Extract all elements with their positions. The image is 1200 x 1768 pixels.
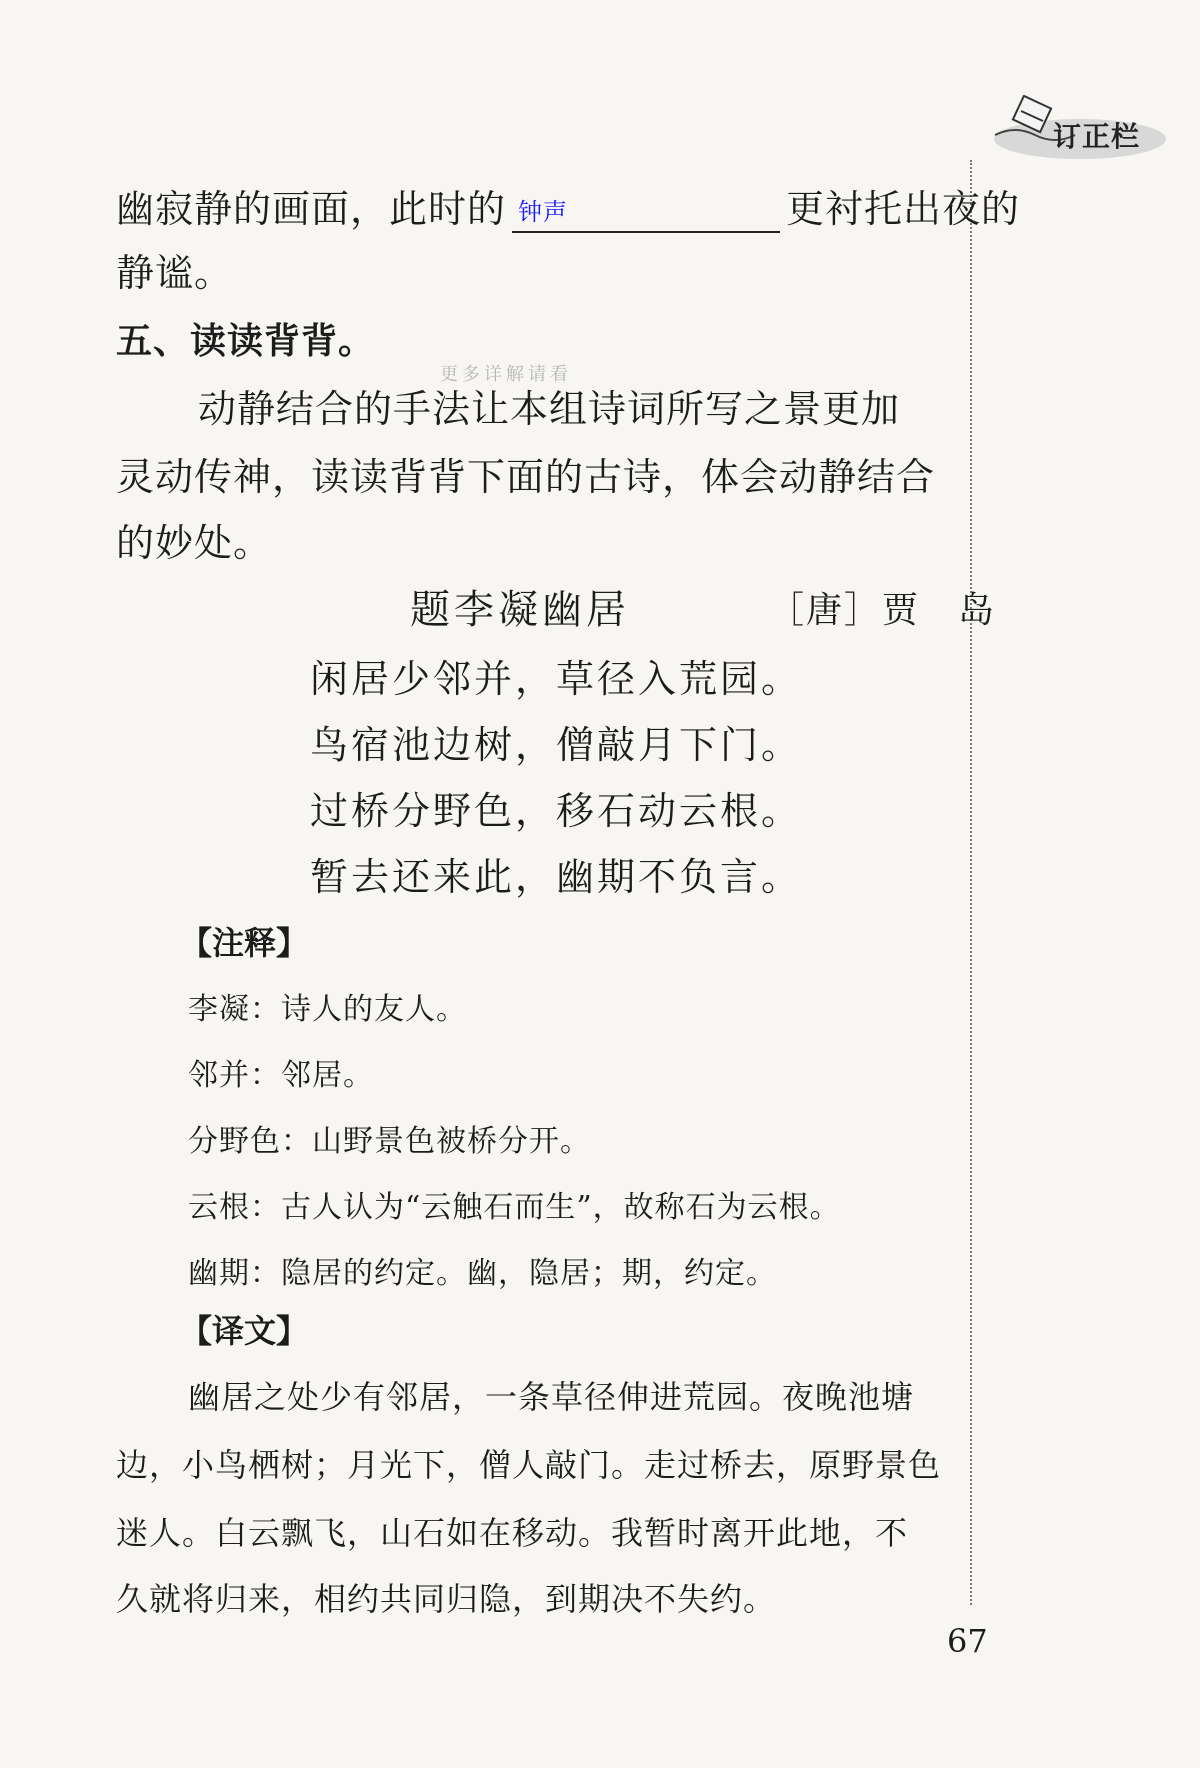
text-line-1-end: 更衬托出夜的 <box>786 187 1021 231</box>
answer-text: 钟声 <box>518 198 569 226</box>
translation-line: 边，小鸟栖树；月光下，僧人敲门。走过桥去，原野景色 <box>116 1446 942 1484</box>
poem-title: 题李凝幽居 <box>410 587 630 633</box>
poem-author: ［唐］贾 岛 <box>768 590 997 631</box>
note-item: 幽期：隐居的约定。幽，隐居；期，约定。 <box>188 1256 777 1291</box>
translation-heading: 【译文】 <box>180 1312 309 1350</box>
note-item: 分野色：山野景色被桥分开。 <box>188 1124 591 1159</box>
notes-heading: 【注释】 <box>180 924 309 962</box>
poem-line: 鸟宿池边树，僧敲月下门。 <box>310 723 803 767</box>
translation-line: 幽居之处少有邻居，一条草径伸进荒园。夜晚池塘 <box>188 1378 915 1416</box>
intro-line-3: 的妙处。 <box>116 521 273 565</box>
poem-line: 暂去还来此，幽期不负言。 <box>310 855 803 899</box>
note-item: 云根：古人认为“云触石而生”，故称石为云根。 <box>188 1190 841 1225</box>
text-line-1 <box>116 178 1020 233</box>
correction-column-label: 订正栏 <box>1053 120 1141 153</box>
poem-line: 闲居少邻并，草径入荒园。 <box>310 657 803 701</box>
text-line-2: 静谧。 <box>116 251 234 295</box>
watermark: 更多详解请看 <box>440 364 572 385</box>
section-title: 五、读读背背。 <box>116 321 376 362</box>
correction-divider <box>970 160 972 1605</box>
page-number: 67 <box>947 1622 988 1660</box>
intro-line-2: 灵动传神，读读背背下面的古诗，体会动静结合 <box>116 455 936 499</box>
intro-line-1: 动静结合的手法让本组诗词所写之景更加 <box>198 387 901 431</box>
note-item: 李凝：诗人的友人。 <box>188 992 467 1027</box>
translation-line: 迷人。白云飘飞，山石如在移动。我暂时离开此地，不 <box>116 1514 909 1552</box>
text-line-1-start: 幽寂静的画面，此时的 <box>116 187 507 231</box>
answer-blank[interactable] <box>512 189 780 233</box>
poem-line: 过桥分野色，移石动云根。 <box>310 789 803 833</box>
correction-column-tag <box>985 95 1175 165</box>
note-item: 邻并：邻居。 <box>188 1058 374 1093</box>
translation-line: 久就将归来，相约共同归隐，到期决不失约。 <box>116 1580 777 1618</box>
